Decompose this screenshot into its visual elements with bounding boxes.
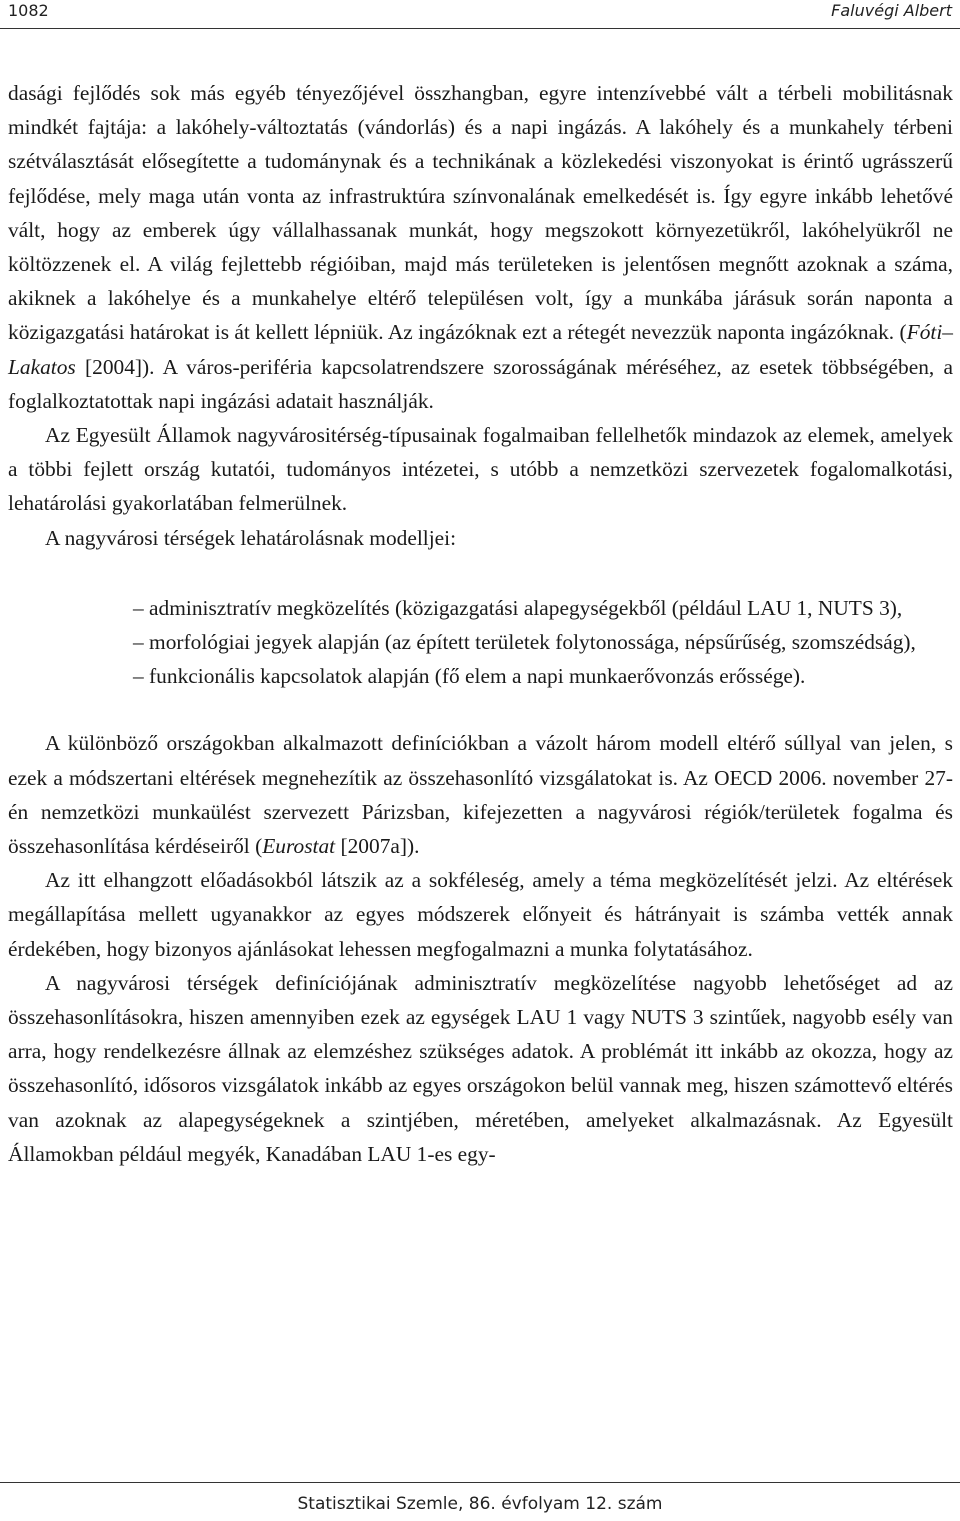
- paragraph-4: [8, 726, 953, 863]
- running-head-author: Faluvégi Albert: [831, 1, 952, 20]
- paragraph-1-text-b: [2004]). A város-periféria kapcsolatrendszere szorosságának méréséhez, az esetek többségében, a foglalkoztatottak napi ingázási adatait használják.: [8, 354, 953, 413]
- list-dash: –: [133, 630, 144, 655]
- paragraph-2: Az Egyesült Államok nagyvárositérség-típusainak fogalmaiban fellelhetők mindazok az elemek, amelyek a többi fejlett ország kutatói, tudományos intézetei, s utóbb a nemzetközi szervezetek fogalomalkotási, lehatárolási gyakorlatában felmerülnek.: [8, 423, 953, 516]
- header-divider: [0, 28, 960, 29]
- page-footer: Statisztikai Szemle, 86. évfolyam 12. szám: [297, 1494, 663, 1514]
- list-dash: –: [133, 664, 144, 689]
- list-dash: –: [133, 595, 144, 620]
- page-number: 1082: [8, 1, 49, 20]
- model-list: [8, 591, 953, 694]
- list-item-text: adminisztratív megközelítés (közigazgatási alapegységekből (például LAU 1, NUTS 3),: [143, 595, 903, 620]
- list-item-text: funkcionális kapcsolatok alapján (fő elem a napi munkaerővonzás erőssége).: [143, 664, 806, 689]
- citation-eurostat: Eurostat: [262, 834, 336, 859]
- paragraph-4-text-a: A különböző országokban alkalmazott definíciókban a vázolt három modell eltérő súllyal van jelen, s ezek a módszertani eltérések megnehezítik az összehasonlító vizsgálatokat is. Az OECD 2006. november 27-én nemzetközi munkaülést szervezett Párizsban, kifejezetten a nagyvárosi régiók/területek fogalma és összehasonlítása kérdéseiről (: [8, 731, 953, 859]
- page-header: [0, 0, 960, 26]
- footer-divider: [0, 1482, 960, 1483]
- paragraph-3: A nagyvárosi térségek lehatárolásnak modelljei:: [45, 525, 457, 550]
- article-body: [8, 76, 953, 1171]
- citation-foti-lakatos: Fóti– Lakatos: [8, 320, 953, 379]
- paragraph-1-text-a: dasági fejlődés sok más egyéb tényezőjével összhangban, egyre intenzívebbé vált a térbeli mobilitásnak mindkét fajtája: a lakóhely-változtatás (vándorlás) és a napi ingázás. A lakóhely és a munkahely térbeni szétválasztását elősegítette a tudománynak és a technikának a közlekedési viszonyokat is érintő ugrásszerű fejlődése, mely maga után vonta az infrastruktúra színvonalának emelkedését is. Így egyre inkább lehetővé vált, hogy az emberek úgy vállalhassanak munkát, hogy megszokott környezetükről, lakóhelyükről ne költözzenek el. A világ fejlettebb régióiban, majd más területeken is jelentősen megnőtt azoknak a száma, akiknek a lakóhelye és a munkahelye eltérő településen volt, így a munkába járásuk során naponta a közigazgatási határokat is át kellett lépniük. Az ingázóknak ezt a rétegét nevezzük naponta ingázóknak. (: [8, 81, 953, 345]
- list-item: [86, 659, 953, 693]
- paragraph-5: Az itt elhangzott előadásokból látszik az a sokféleség, amely a téma megközelítését jelzi. Az eltérések megállapítása mellett ugyanakkor az egyes módszerek előnyeit és hátrányait is számba vették annak érdekében, hogy bizonyos ajánlásokat lehessen megfogalmazni a munka folytatásához.: [8, 868, 953, 961]
- list-item: [86, 591, 953, 625]
- paragraph-1: [8, 76, 953, 418]
- paragraph-4-text-b: [2007a]).: [335, 834, 420, 859]
- paragraph-6: A nagyvárosi térségek definíciójának adminisztratív megközelítése nagyobb lehetőséget ad az összehasonlításokra, hiszen amennyiben ezek az egységek LAU 1 vagy NUTS 3 szintűek, nagyobb esély van arra, hogy rendelkezésre állnak az elemzéshez szükséges adatok. A problémát itt inkább az okozza, hogy az összehasonlító, idősoros vizsgálatok inkább az egyes országokon belül vannak meg, hiszen számottevő eltérés van azoknak az alapegységeknek a szintjében, méretében, amelyeket alkalmazásnak. Az Egyesült Államokban például megyék, Kanadában LAU 1-es egy-: [8, 970, 953, 1166]
- list-item-text: morfológiai jegyek alapján (az épített területek folytonossága, népsűrűség, szomszédság),: [143, 630, 916, 655]
- list-item: [86, 625, 953, 659]
